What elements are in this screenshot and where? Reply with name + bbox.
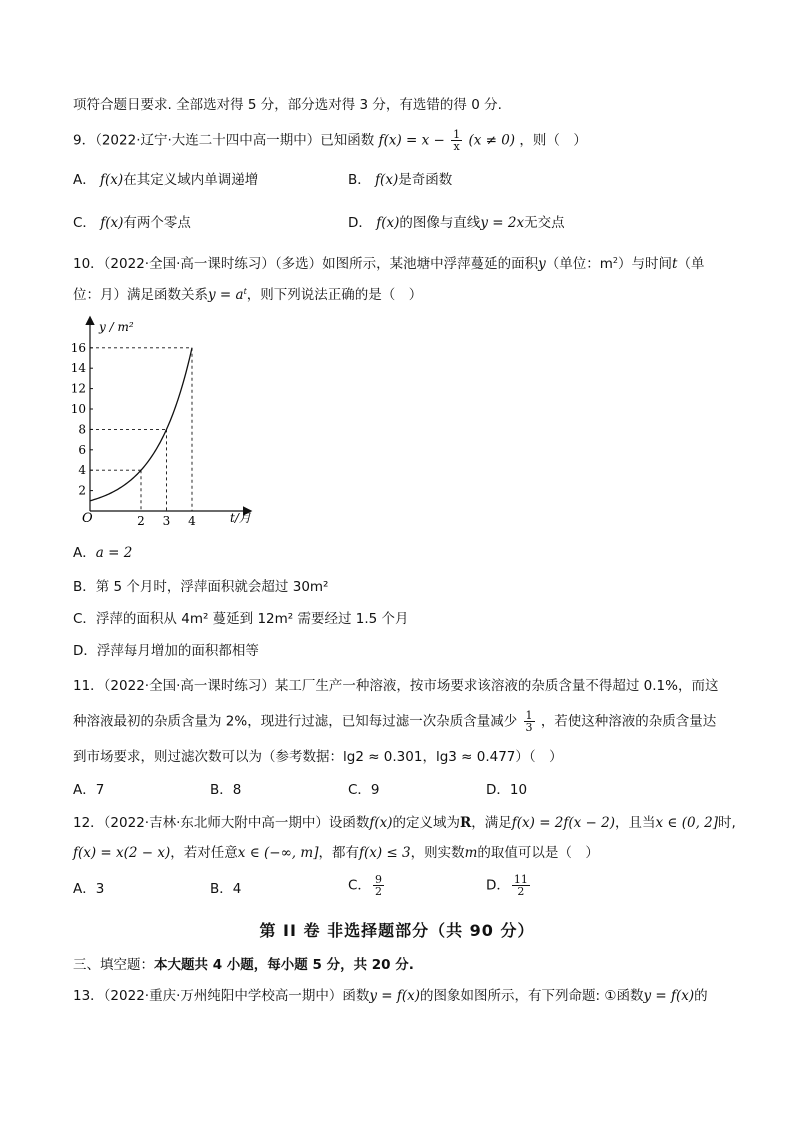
q10-text: 10．（2022·全国·高一课时练习）（多选）如图所示，某池塘中浮萍蔓延的面积 <box>73 256 539 272</box>
q10-var-y: y <box>538 256 546 272</box>
q11-stem-line2 <box>73 710 716 733</box>
q9-option-b[interactable] <box>348 170 452 190</box>
q10-text: 位：月）满足函数关系 <box>73 287 208 303</box>
q12-text: ，若对任意 <box>170 845 238 861</box>
option-text: 第 5 个月时，浮萍面积就会超过 30m² <box>95 579 329 595</box>
q10-text: （单位：m <box>545 256 613 272</box>
option-text-2: 无交点 <box>524 215 565 231</box>
q12-stem-line1 <box>73 813 736 833</box>
q11-fraction <box>524 710 535 733</box>
q10-text: ）与时间 <box>618 256 673 272</box>
option-label: C． <box>73 611 96 627</box>
fill-heading-desc: 本大题共 4 小题，每小题 5 分，共 20 分. <box>154 957 414 973</box>
option-math: f(x) <box>100 172 124 188</box>
option-text: a = 2 <box>95 545 133 561</box>
option-text: 3 <box>95 881 105 897</box>
q10-stem-line1 <box>73 251 704 274</box>
y-tick-label: 10 <box>70 402 86 416</box>
fill-heading-label: 三、填空题： <box>73 957 154 973</box>
q12-math: x ∈ (0, 2] <box>655 815 719 831</box>
q12-math: f(x) = x(2 − x) <box>73 845 171 861</box>
option-label: C． <box>348 877 371 894</box>
option-text: 浮萍每月增加的面积都相等 <box>96 643 259 659</box>
x-axis-label: t/月 <box>230 511 251 525</box>
fill-in-heading <box>73 955 414 975</box>
option-label: A． <box>73 172 96 188</box>
q10-var-t: t <box>672 256 678 272</box>
instruction-line: 项符合题日要求. 全部选对得 5 分，部分选对得 3 分，有选错的得 0 分. <box>73 97 502 113</box>
q11-option-d[interactable]: D．10 <box>486 782 528 798</box>
q11-frac-num: 1 <box>525 709 533 722</box>
q13-text: 的图象如图所示，有下列命题: ①函数 <box>420 988 644 1004</box>
q10-relation-exp: t <box>243 287 247 296</box>
option-label: C． <box>73 215 96 231</box>
q10-text: ，则下列说法正确的是（ ） <box>246 287 423 303</box>
q12-text: ，则实数 <box>410 845 465 861</box>
q12-text: 的取值可以是（ ） <box>477 845 599 861</box>
frac-den: 2 <box>374 885 382 898</box>
option-label: A． <box>73 545 96 561</box>
option-text: 是奇函数 <box>398 172 453 188</box>
q12-math: f(x) ≤ 3 <box>358 845 411 861</box>
option-fraction <box>373 874 384 897</box>
q10-growth-chart <box>68 310 268 535</box>
option-text: 在其定义域内单调递增 <box>123 172 259 188</box>
q13-stem <box>73 986 708 1006</box>
q11-text: ，若使这种溶液的杂质含量达 <box>540 713 717 730</box>
y-tick-label: 12 <box>70 381 86 396</box>
q12-stem-line2 <box>73 843 599 863</box>
q12-option-d[interactable] <box>486 874 532 897</box>
q11-frac-den: 3 <box>525 721 533 734</box>
q12-math: m <box>464 845 478 861</box>
option-label: B． <box>348 172 371 188</box>
q12-text: 12．（2022·吉林·东北师大附中高一期中）设函数 <box>73 815 370 831</box>
frac-num: 11 <box>513 873 528 886</box>
option-label: D． <box>348 215 372 231</box>
q11-stem-line1: 11．（2022·全国·高一课时练习）某工厂生产一种溶液，按市场要求该溶液的杂质含量不得超过 0.1%，而这 <box>73 678 719 694</box>
option-math-2: y = 2x <box>480 215 525 231</box>
y-axis-label: y / m² <box>99 320 134 334</box>
q11-option-a[interactable]: A．7 <box>73 782 105 798</box>
option-text: 的图像与直线 <box>399 215 481 231</box>
y-tick-label: 8 <box>78 422 86 437</box>
q11-stem-line3: 到市场要求，则过滤次数可以为（参考数据：lg2 ≈ 0.301，lg3 ≈ 0.477）（ ） <box>73 749 563 765</box>
q10-option-d[interactable] <box>73 641 259 661</box>
q12-option-c[interactable] <box>348 874 386 897</box>
q9-function: f(x) = x − <box>378 132 445 149</box>
q13-math: y = f(x) <box>369 988 421 1004</box>
q9-stem-before: 9．（2022·辽宁·大连二十四中高一期中）已知函数 <box>73 132 375 149</box>
q9-frac-num: 1 <box>453 128 461 141</box>
x-tick-label: 4 <box>188 514 196 528</box>
option-fraction <box>512 874 530 897</box>
option-math: f(x) <box>100 215 124 231</box>
q10-stem-line2 <box>73 282 422 305</box>
q12-text: 时, <box>718 815 736 831</box>
q12-math: x ∈ (−∞, m] <box>237 845 319 861</box>
y-tick-label: 6 <box>78 442 86 457</box>
q10-option-a[interactable] <box>73 543 132 563</box>
section-title: 第 II 卷 非选择题部分（共 90 分） <box>259 921 535 940</box>
q9-option-d[interactable] <box>348 213 565 233</box>
option-math: f(x) <box>376 215 400 231</box>
q13-text: 的 <box>694 988 708 1004</box>
y-tick-label: 2 <box>78 483 86 498</box>
q11-text: 种溶液最初的杂质含量为 2%，现进行过滤，已知每过滤一次杂质含量减少 <box>73 713 518 730</box>
q9-stem-after: ，则（ ） <box>519 132 587 149</box>
q12-option-a[interactable] <box>73 879 104 899</box>
q11-option-b[interactable]: B．8 <box>210 782 242 798</box>
origin-label: O <box>82 511 93 526</box>
q10-option-b[interactable] <box>73 577 328 597</box>
option-label: B． <box>73 579 96 595</box>
q10-text: （单 <box>677 256 705 272</box>
q10-sup: 2 <box>612 256 619 265</box>
q9-fraction <box>451 129 462 152</box>
frac-num: 9 <box>374 873 382 886</box>
option-text: 有两个零点 <box>123 215 191 231</box>
y-tick-label: 16 <box>70 340 86 355</box>
q12-text: 的定义域为 <box>392 815 461 831</box>
y-tick-label: 4 <box>78 463 86 478</box>
q9-frac-den: x <box>453 140 460 153</box>
q11-option-c[interactable]: C．9 <box>348 782 380 798</box>
option-label: B． <box>210 881 233 897</box>
option-label: D． <box>73 643 97 659</box>
q13-text: 13．（2022·重庆·万州纯阳中学校高一期中）函数 <box>73 988 370 1004</box>
option-label: D． <box>486 877 510 894</box>
q12-real-set: R <box>460 815 472 831</box>
q12-option-b[interactable] <box>210 879 241 899</box>
q10-option-c[interactable] <box>73 609 409 629</box>
q9-option-c[interactable] <box>73 213 191 233</box>
x-tick-label: 2 <box>137 514 145 528</box>
q12-math: f(x) = 2f(x − 2) <box>511 815 616 831</box>
q10-relation: y = a <box>208 287 244 303</box>
q12-text: ，满足 <box>471 815 512 831</box>
x-tick-label: 3 <box>162 514 171 528</box>
q9-option-a[interactable] <box>73 170 258 190</box>
frac-den: 2 <box>517 885 525 898</box>
q13-math: y = f(x) <box>643 988 695 1004</box>
option-text: 4 <box>232 881 242 897</box>
q9-domain: (x ≠ 0) <box>468 132 516 149</box>
y-tick-label: 14 <box>70 361 86 376</box>
q9-stem <box>73 129 587 152</box>
option-text: 浮萍的面积从 4m² 蔓延到 12m² 需要经过 1.5 个月 <box>95 611 409 627</box>
q12-text: ，且当 <box>615 815 656 831</box>
q12-math: f(x) <box>369 815 393 831</box>
q12-text: ，都有 <box>318 845 359 861</box>
option-math: f(x) <box>375 172 399 188</box>
option-label: A． <box>73 881 96 897</box>
